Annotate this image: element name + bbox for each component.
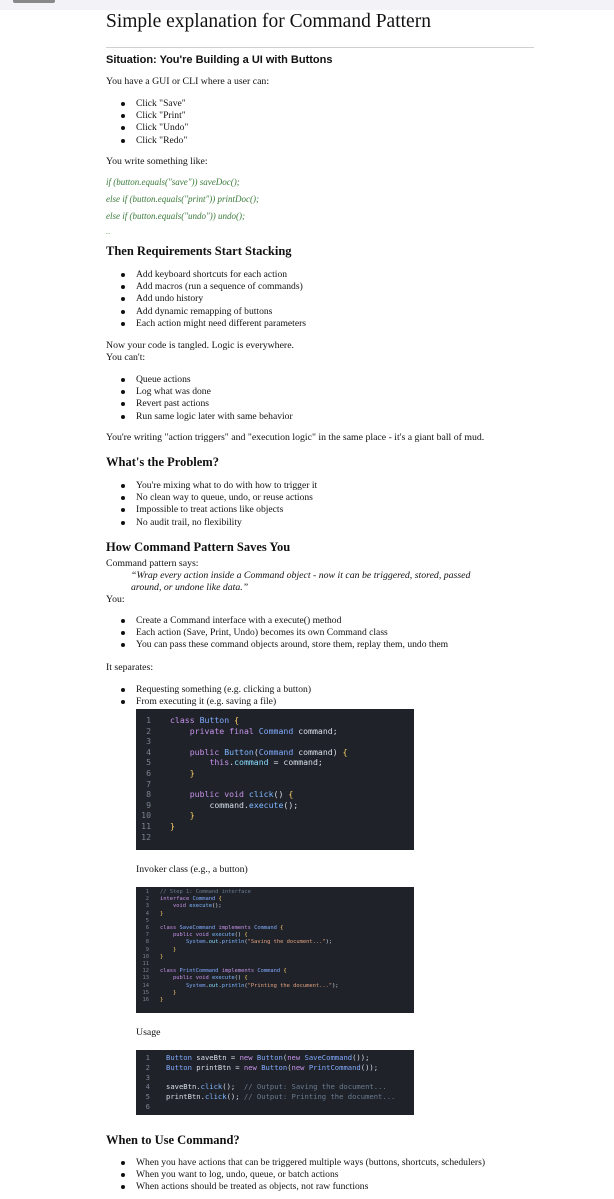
code-text: // Step 1: Command interface interface Command { void execute(); } class SaveCommand implements Command { public void execute() { System.out.println("Saving the document..."); } } class PrintCommand implements Command { public void execute() { System.out.println("Printing the document..."); } }	[160, 889, 339, 1004]
list-item: No clean way to queue, undo, or reuse actions	[118, 492, 317, 504]
line-number: 11	[141, 820, 151, 831]
list-item: Run same logic later with same behavior	[118, 411, 293, 423]
button-class-code-block	[136, 709, 414, 850]
line-number: 3	[146, 736, 151, 747]
list-item: When you want to log, undo, queue, or batch actions	[118, 1169, 485, 1181]
list-item: No audit trail, no flexibility	[118, 517, 317, 529]
mud-text: You're writing "action triggers" and "execution logic" in the same place - it's a giant ball of mud.	[106, 432, 485, 443]
line-number: 3	[145, 903, 149, 910]
separates-list	[118, 684, 311, 708]
when-list	[118, 1157, 485, 1194]
line-number: 1	[145, 889, 149, 895]
line-number: 10	[141, 810, 151, 821]
line-number: 1	[146, 715, 151, 725]
list-item: Revert past actions	[118, 398, 293, 410]
list-item: You're mixing what to do with how to trigger it	[118, 480, 317, 492]
list-item: Click "Undo"	[118, 122, 188, 134]
line-number: 11	[142, 961, 149, 968]
quote-line: “Wrap every action inside a Command object - now it can be triggered, stored, passed	[131, 570, 471, 581]
list-item: Click "Redo"	[118, 135, 188, 147]
problem-heading: What's the Problem?	[106, 455, 219, 469]
usage-code-block	[136, 1050, 414, 1115]
list-item: Add undo history	[118, 293, 306, 305]
browser-top-strip	[0, 0, 614, 10]
line-number: 3	[145, 1072, 150, 1082]
separates-text: It separates:	[106, 662, 154, 673]
line-number: 2	[146, 725, 151, 736]
line-numbers	[136, 709, 151, 842]
line-number: 5	[146, 757, 151, 768]
situation-intro: You have a GUI or CLI where a user can:	[106, 76, 270, 87]
click-list	[118, 98, 188, 147]
saves-heading: How Command Pattern Saves You	[106, 540, 291, 554]
list-item: Queue actions	[118, 374, 293, 386]
command-classes-code-block	[136, 887, 414, 1013]
list-item: You can pass these command objects around, store them, replay them, undo them	[118, 639, 448, 651]
list-item: When actions should be treated as objects, not raw functions	[118, 1181, 485, 1193]
snippet-line: ...	[106, 230, 111, 236]
line-number: 4	[145, 910, 149, 917]
line-number: 8	[146, 789, 151, 800]
line-numbers	[136, 887, 149, 1004]
line-number: 4	[146, 746, 151, 757]
line-numbers	[136, 1050, 150, 1112]
line-number: 12	[141, 831, 151, 842]
you-list	[118, 615, 448, 652]
title-divider	[106, 47, 534, 48]
snippet-line: else if (button.equals("print")) printDoc();	[106, 194, 260, 204]
line-number: 7	[145, 932, 149, 939]
write-intro: You write something like:	[106, 156, 208, 167]
code-text: class Button { private final Command command; public Button(Command command) { this.command = command; } public void click() { command.execute(); } }	[170, 715, 348, 831]
list-item: Add keyboard shortcuts for each action	[118, 269, 306, 281]
line-number: 16	[142, 997, 149, 1004]
cant-text: You can't:	[106, 352, 146, 363]
invoker-caption: Invoker class (e.g., a button)	[136, 864, 248, 875]
you-text: You:	[106, 594, 125, 605]
list-item: Each action (Save, Print, Undo) becomes its own Command class	[118, 627, 448, 639]
snippet-line: else if (button.equals("undo")) undo();	[106, 211, 246, 221]
list-item: Requesting something (e.g. clicking a button)	[118, 684, 311, 696]
cant-list	[118, 374, 293, 423]
line-number: 2	[145, 1062, 150, 1072]
line-number: 14	[142, 982, 149, 989]
situation-heading: Situation: You're Building a UI with Buttons	[106, 54, 333, 66]
if-else-snippet	[106, 174, 259, 242]
snippet-line: if (button.equals("save")) saveDoc();	[106, 177, 240, 187]
list-item: Create a Command interface with a execute() method	[118, 615, 448, 627]
quote-line: around, or undone like data.”	[131, 582, 249, 593]
line-number: 10	[142, 953, 149, 960]
line-number: 12	[142, 968, 149, 975]
list-item: Click "Save"	[118, 98, 188, 110]
line-number: 8	[145, 939, 149, 946]
line-number: 6	[145, 925, 149, 932]
list-item: Add macros (run a sequence of commands)	[118, 281, 306, 293]
line-number: 9	[146, 799, 151, 810]
list-item: Log what was done	[118, 386, 293, 398]
line-number: 13	[142, 975, 149, 982]
says-text: Command pattern says:	[106, 558, 199, 569]
list-item: When you have actions that can be triggered multiple ways (buttons, shortcuts, schedulers)	[118, 1157, 485, 1169]
when-heading: When to Use Command?	[106, 1133, 240, 1147]
line-number: 5	[145, 917, 149, 924]
list-item: Add dynamic remapping of buttons	[118, 306, 306, 318]
line-number: 7	[146, 778, 151, 789]
line-number: 6	[146, 767, 151, 778]
line-number: 5	[145, 1092, 150, 1102]
line-number: 9	[145, 946, 149, 953]
list-item: Impossible to treat actions like objects	[118, 504, 317, 516]
usage-caption: Usage	[136, 1027, 161, 1038]
requirements-heading: Then Requirements Start Stacking	[106, 244, 292, 258]
line-number: 4	[145, 1082, 150, 1092]
list-item: Click "Print"	[118, 110, 188, 122]
line-number: 6	[145, 1101, 150, 1111]
line-number: 15	[142, 989, 149, 996]
problem-list	[118, 480, 317, 529]
tangled-text: Now your code is tangled. Logic is everywhere.	[106, 340, 294, 351]
line-number: 1	[145, 1053, 150, 1062]
page-title: Simple explanation for Command Pattern	[106, 11, 431, 32]
code-text: Button saveBtn = new Button(new SaveCommand()); Button printBtn = new Button(new PrintCommand()); saveBtn.click(); // Output: Saving the document... printBtn.click(); // Output: Printing the document...	[166, 1053, 396, 1102]
list-item: Each action might need different parameters	[118, 318, 306, 330]
list-item: From executing it (e.g. saving a file)	[118, 696, 311, 708]
line-number: 2	[145, 896, 149, 903]
requirements-list	[118, 269, 306, 330]
tab-indicator[interactable]	[13, 0, 55, 3]
